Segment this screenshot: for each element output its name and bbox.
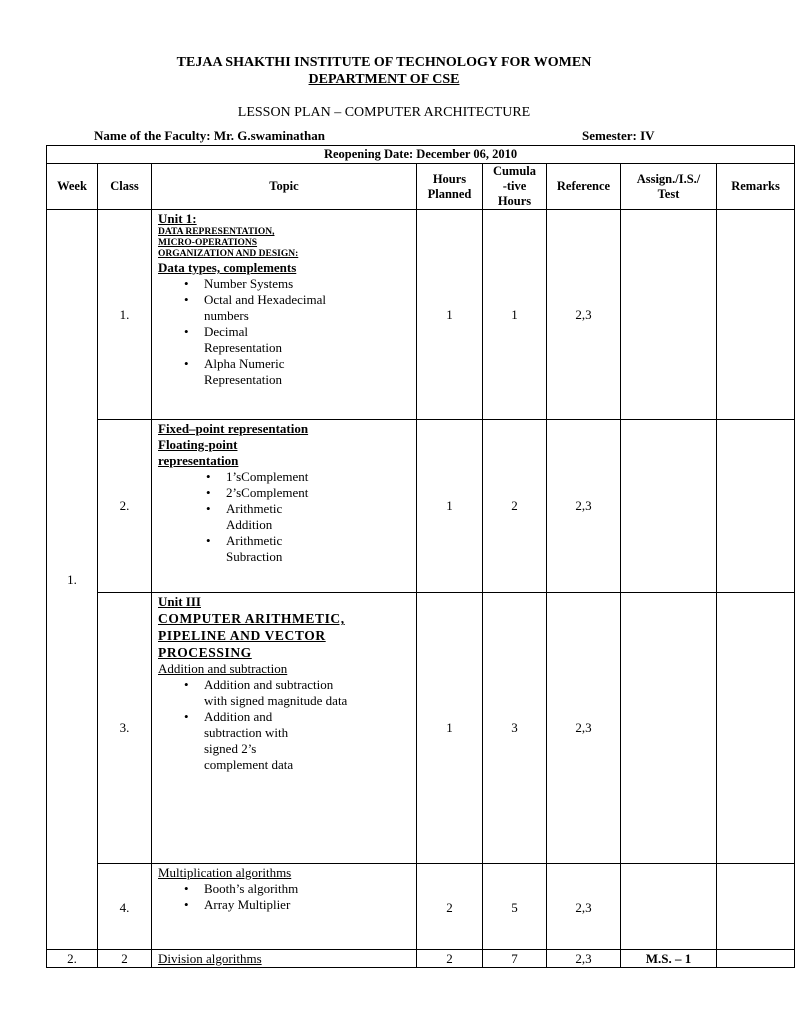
unit-title: Unit III — [158, 594, 201, 609]
list-item: • Arithmetic Addition — [226, 501, 301, 533]
lesson-plan-title: LESSON PLAN – COMPUTER ARCHITECTURE — [237, 105, 531, 120]
topic-heading: Data types, complements — [158, 260, 297, 275]
unit-subtitle: MICRO-OPERATIONS — [158, 238, 258, 248]
remarks-cell — [717, 593, 795, 864]
header-cum-line1: Cumula — [492, 164, 537, 178]
cumulative-hours-cell: 7 — [483, 950, 547, 968]
reopening-row — [47, 146, 795, 164]
topic-cell — [152, 950, 417, 968]
header-cum-line3: Hours — [497, 194, 532, 208]
header-class: Class — [98, 164, 152, 210]
cumulative-hours-cell: 3 — [483, 593, 547, 864]
remarks-cell — [717, 420, 795, 593]
class-cell: 2. — [98, 420, 152, 593]
week-cell: 1. — [47, 210, 98, 950]
assign-cell — [621, 864, 717, 950]
cumulative-hours-cell: 5 — [483, 864, 547, 950]
header-assign-line1: Assign./I.S./ — [636, 171, 701, 186]
topic-cell — [152, 593, 417, 864]
topic-heading: Division algorithms — [158, 950, 262, 966]
header-hours-line1: Hours — [432, 171, 467, 186]
hours-planned-cell: 1 — [417, 210, 483, 420]
department-name: DEPARTMENT OF CSE — [308, 72, 460, 87]
header-reference: Reference — [547, 164, 621, 210]
class-cell: 3. — [98, 593, 152, 864]
table-row — [47, 420, 795, 593]
header-assign-line2: Test — [657, 186, 680, 201]
topic-heading: Multiplication algorithms — [158, 865, 292, 880]
list-item: • Booth’s algorithm — [204, 881, 412, 897]
header-hours-planned — [417, 164, 483, 210]
list-item: • Addition and subtraction with signed magnitude data — [204, 677, 349, 709]
unit-subtitle: ORGANIZATION AND DESIGN: — [158, 249, 299, 259]
topic-heading: Fixed–point representation — [158, 421, 309, 436]
list-item: • 2’sComplement — [226, 485, 412, 501]
list-item: • Addition and subtraction with signed 2’s complement data — [204, 709, 314, 773]
lesson-plan-table — [46, 145, 795, 968]
hours-planned-cell: 2 — [417, 950, 483, 968]
unit-subtitle: COMPUTER ARITHMETIC, PIPELINE AND VECTOR PROCESSING — [158, 611, 345, 660]
header-remarks: Remarks — [717, 164, 795, 210]
list-item: • Arithmetic Subraction — [226, 533, 301, 565]
topic-cell — [152, 420, 417, 593]
header-hours-line2: Planned — [427, 186, 472, 201]
class-cell: 2 — [98, 950, 152, 968]
header-cum-line2: -tive — [502, 179, 527, 193]
reference-cell: 2,3 — [547, 864, 621, 950]
header-assign — [621, 164, 717, 210]
topic-heading: Addition and subtraction — [158, 661, 288, 676]
remarks-cell — [717, 210, 795, 420]
list-item: • Number Systems — [204, 276, 412, 292]
hours-planned-cell: 1 — [417, 593, 483, 864]
class-cell: 4. — [98, 864, 152, 950]
remarks-cell — [717, 864, 795, 950]
institute-name: TEJAA SHAKTHI INSTITUTE OF TECHNOLOGY FOR WOMEN — [176, 55, 592, 70]
list-item: • Decimal Representation — [204, 324, 314, 356]
assign-cell: M.S. – 1 — [621, 950, 717, 968]
topic-heading: Floating-point representation — [158, 437, 239, 468]
reference-cell: 2,3 — [547, 420, 621, 593]
unit-subtitle: DATA REPRESENTATION, — [158, 227, 275, 237]
topic-cell — [152, 864, 417, 950]
header-cumulative-hours — [483, 164, 547, 210]
week-cell: 2. — [47, 950, 98, 968]
cumulative-hours-cell: 1 — [483, 210, 547, 420]
unit-title: Unit 1: — [158, 211, 197, 226]
reopening-date: Reopening Date: December 06, 2010 — [47, 146, 795, 164]
list-item: • Array Multiplier — [204, 897, 412, 913]
table-row — [47, 950, 795, 968]
list-item: • Alpha Numeric Representation — [204, 356, 314, 388]
list-item: • 1’sComplement — [226, 469, 412, 485]
reference-cell: 2,3 — [547, 950, 621, 968]
remarks-cell — [717, 950, 795, 968]
header-week: Week — [47, 164, 98, 210]
header-topic: Topic — [152, 164, 417, 210]
class-cell: 1. — [98, 210, 152, 420]
list-item: • Octal and Hexadecimal numbers — [204, 292, 354, 324]
assign-cell — [621, 210, 717, 420]
semester-label: Semester: IV — [582, 128, 655, 143]
reference-cell: 2,3 — [547, 593, 621, 864]
assign-cell — [621, 420, 717, 593]
assign-cell — [621, 593, 717, 864]
column-header-row — [47, 164, 795, 210]
table-row — [47, 593, 795, 864]
table-row — [47, 210, 795, 420]
table-row — [47, 864, 795, 950]
hours-planned-cell: 2 — [417, 864, 483, 950]
topic-cell — [152, 210, 417, 420]
reference-cell: 2,3 — [547, 210, 621, 420]
hours-planned-cell: 1 — [417, 420, 483, 593]
faculty-name: Name of the Faculty: Mr. G.swaminathan — [94, 128, 325, 143]
cumulative-hours-cell: 2 — [483, 420, 547, 593]
